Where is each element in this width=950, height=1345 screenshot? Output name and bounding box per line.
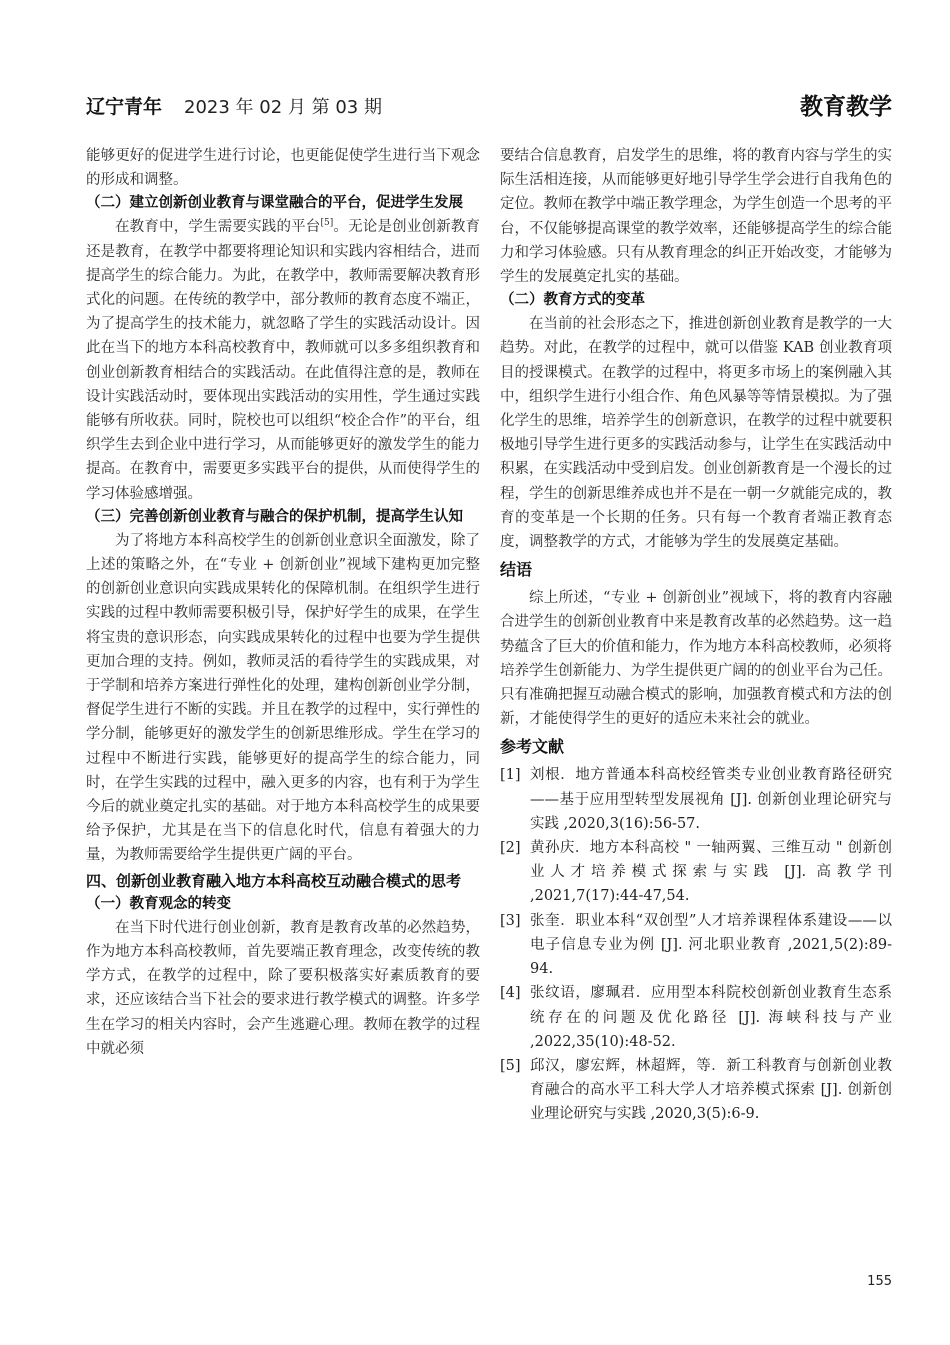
reference-number: [3]: [500, 912, 521, 929]
heading-subsection-4-2: （二）教育方式的变革: [500, 292, 645, 309]
reference-text: 刘根．地方普通本科高校经管类专业创业教育路径研究——基于应用型转型发展视角 [J]. 创新创业理论研究与实践 ,2020,3(16):56-57.: [530, 767, 892, 832]
journal-name: 辽宁青年: [86, 96, 163, 118]
reference-list: [500, 763, 892, 1126]
citation-ref: [5]: [320, 218, 334, 229]
heading-conclusion: 结语: [500, 560, 533, 580]
paragraph-text: 在教育中，学生需要实践的平台: [115, 219, 321, 236]
page-number: 155: [867, 1274, 892, 1289]
reference-item: [500, 981, 892, 1054]
reference-text: 张纹语，廖珮君．应用型本科院校创新创业教育生态系统存在的问题及优化路径 [J]. 海峡科技与产业 ,2022,35(10):48-52.: [530, 985, 892, 1050]
heading-section-4: 四、创新创业教育融入地方本科高校互动融合模式的思考: [86, 871, 462, 890]
paragraph-subsection-2: [86, 215, 480, 505]
reference-number: [1]: [500, 767, 521, 784]
reference-item: [500, 763, 892, 836]
paragraph-subsection-3: 为了将地方本科高校学生的创新创业意识全面激发，除了上述的策略之外，在“专业 + 创新创业”视域下建构更加完整的创新创业意识向实践成果转化的保障机制。在组织学生进行实践的过程中教师需要积极引导，保护好学生的成果，在学生将宝贵的意识形态，向实践成果转化的过程中也要为学生提供更加合理的支持。例如，教师灵活的看待学生的实践成果，对于学制和培养方案进行弹性化的处理，建构创新创业学分制，督促学生进行不断的实践。并且在教学的过程中，实行弹性的学分制，能够更好的激发学生的创新思维形成。学生在学习的过程中不断进行实践，能够更好的提高学生的综合能力，同时，在学生实践的过程中，融入更多的内容，也有利于为学生今后的就业奠定扎实的基础。对于地方本科高校学生的成果要给予保护，尤其是在当下的信息化时代，信息有着强大的力量，为教师需要给学生提供更广阔的平台。: [86, 532, 480, 864]
page-header: [86, 88, 892, 124]
reference-number: [5]: [500, 1057, 521, 1074]
reference-text: 邱汉，廖宏辉，林超辉，等．新工科教育与创新创业教育融合的高水平工科大学人才培养模式探索 [J]. 创新创业理论研究与实践 ,2020,3(5):6-9.: [530, 1057, 892, 1123]
issue-info: 2023 年 02 月 第 03 期: [184, 97, 382, 118]
paragraph-text: 。无论是创业创新教育还是教育，在教学中都要将理论知识和实践内容相结合，进而提高学生的综合能力。为此，在教学中，教师需要解决教育形式化的问题。在传统的教学中，部分教师的教育态度不端正，为了提高学生的技术能力，就忽略了学生的实践活动设计。因此在当下的地方本科高校教育中，教师就可以多多组织教育和创业创新教育相结合的实践活动。在此值得注意的是，教师在设计实践活动时，要体现出实践活动的实用性，学生通过实践能够有所收获。同时，院校也可以组织“校企合作”的平台，组织学生去到企业中进行学习，从而能够更好的激发学生的能力提高。在教育中，需要更多实践平台的提供，从而使得学生的学习体验感增强。: [86, 219, 481, 502]
paragraph-conclusion: 综上所述，“专业 + 创新创业”视域下，将的教育内容融合进学生的创新创业教育中来是教育改革的必然趋势。这一趋势蕴含了巨大的价值和能力，作为地方本科高校教师，必须将培养学生创新能力、为学生提供更广阔的的创业平台为己任。只有准确把握互动融合模式的影响，加强教育模式和方法的创新，才能使得学生的更好的适应未来社会的就业。: [500, 590, 892, 728]
section-title: 教育教学: [800, 94, 892, 120]
reference-text: 黄孙庆．地方本科高校 " 一轴两翼、三维互动 " 创新创业人才培养模式探索与实践 [J]. 高教学刊 ,2021,7(17):44-47,54.: [530, 840, 892, 905]
paragraph-continued: 要结合信息教育，启发学生的思维，将的教育内容与学生的实际生活相连接，从而能够更好地引导学生学会进行自我角色的定位。教师在教学中端正教学理念，为学生创造一个思考的平台，不仅能够提高课堂的教学效率，还能够提高学生的综合能力和学习体验感。只有从教育理念的纠正开始改变，才能够为学生的发展奠定扎实的基础。: [500, 148, 892, 286]
reference-item: [500, 1054, 892, 1127]
heading-subsection-4-1: （一）教育观念的转变: [86, 895, 231, 912]
reference-item: [500, 836, 892, 909]
right-column: [500, 144, 892, 1127]
heading-subsection-2: （二）建立创新创业教育与课堂融合的平台，促进学生发展: [86, 195, 463, 212]
reference-number: [4]: [500, 985, 521, 1002]
heading-subsection-3: （三）完善创新创业教育与融合的保护机制，提高学生认知: [86, 508, 463, 525]
left-column: [86, 144, 480, 1061]
paragraph-subsection-4-2: 在当前的社会形态之下，推进创新创业教育是教学的一大趋势。对此，在教学的过程中，就可以借鉴 KAB 创业教育项目的授课模式。在教学的过程中，将更多市场上的案例融入其中，组织学生进行小组合作、角色风暴等等情景模拟。为了强化学生的思维，培养学生的创新意识，在教学的过程中就要积极地引导学生进行更多的实践活动参与，让学生在实践活动中积累，在实践活动中受到启发。创业创新教育是一个漫长的过程，学生的创新思维养成也并不是在一朝一夕就能完成的，教育的变革是一个长期的任务。只有每一个教育者端正教育态度，调整教学的方式，才能够为学生的发展奠定基础。: [500, 316, 892, 551]
paragraph-subsection-4-1: 在当下时代进行创业创新，教育是教育改革的必然趋势，作为地方本科高校教师，首先要端正教育理念，改变传统的教学方式，在教学的过程中，除了要积极落实好素质教育的要求，还应该结合当下社会的要求进行教学模式的调整。许多学生在学习的相关内容时，会产生逃避心理。教师在教学的过程中就必须: [86, 919, 480, 1057]
reference-text: 张奎．职业本科“双创型”人才培养课程体系建设——以电子信息专业为例 [J]. 河北职业教育 ,2021,5(2):89-94.: [530, 912, 892, 978]
reference-item: [500, 909, 892, 982]
paragraph-intro: 能够更好的促进学生进行讨论，也更能促使学生进行当下观念的形成和调整。: [86, 148, 480, 189]
reference-number: [2]: [500, 840, 521, 857]
heading-references: 参考文献: [500, 737, 565, 757]
